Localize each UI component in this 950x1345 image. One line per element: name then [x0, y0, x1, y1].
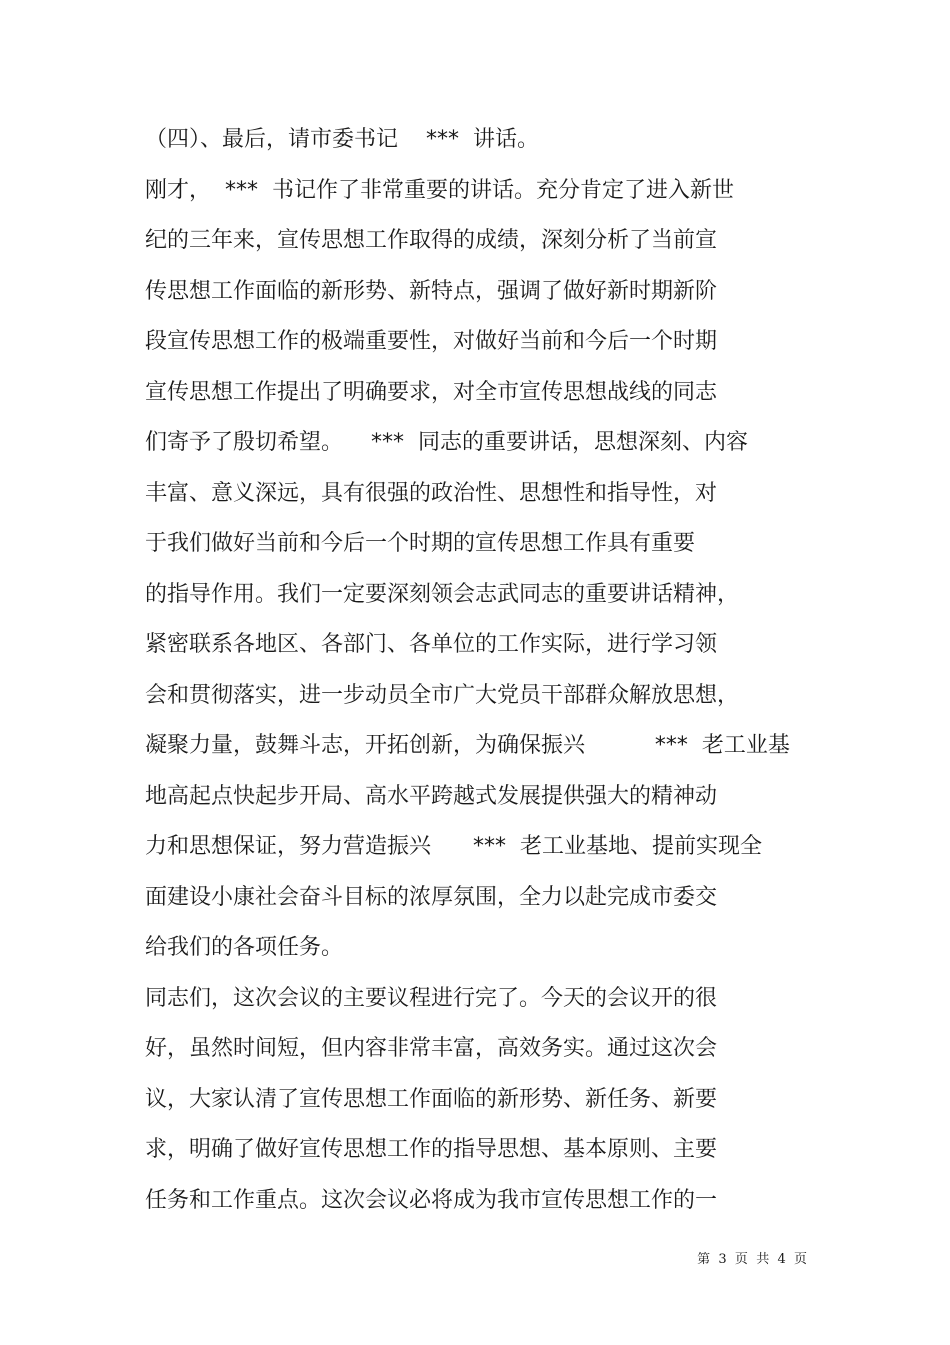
text-line: 丰富、意义深远，具有很强的政治性、思想性和指导性，对 [145, 480, 718, 506]
text-line: 传思想工作面临的新形势、新特点，强调了做好新时期新阶 [145, 278, 718, 304]
text-line: 段宣传思想工作的极端重要性，对做好当前和今后一个时期 [145, 329, 718, 354]
text-line: 力和思想保证，努力营造振兴 *** 老工业基地、提前实现全 [145, 834, 762, 859]
text-line: 会和贯彻落实，进一步动员全市广大党员干部群众解放思想， [145, 682, 740, 708]
text-line: 刚才， *** 书记作了非常重要的讲话。充分肯定了进入新世 [145, 177, 734, 203]
text-line: 的指导作用。我们一定要深刻领会志武同志的重要讲话精神， [145, 581, 740, 607]
body-text [145, 118, 825, 1229]
text-line: 任务和工作重点。这次会议必将成为我市宣传思想工作的一 [145, 1187, 718, 1213]
text-line: 议，大家认清了宣传思想工作面临的新形势、新任务、新要 [145, 1086, 718, 1112]
text-line: 同志们，这次会议的主要议程进行完了。今天的会议开的很 [145, 985, 718, 1011]
text-line: 好，虽然时间短，但内容非常丰富，高效务实。通过这次会 [145, 1036, 718, 1061]
text-line: 凝聚力量，鼓舞斗志，开拓创新，为确保振兴 *** 老工业基 [145, 733, 790, 758]
text-line: 紧密联系各地区、各部门、各单位的工作实际，进行学习领 [145, 632, 718, 657]
page-number: 第 3 页 共 4 页 [697, 1252, 807, 1267]
text-line: 面建设小康社会奋斗目标的浓厚氛围，全力以赴完成市委交 [145, 884, 718, 910]
text-line: 给我们的各项任务。 [145, 935, 344, 960]
text-line: 纪的三年来，宣传思想工作取得的成绩，深刻分析了当前宣 [145, 228, 718, 253]
text-line: 于我们做好当前和今后一个时期的宣传思想工作具有重要 [145, 531, 696, 556]
text-line: 求，明确了做好宣传思想工作的指导思想、基本原则、主要 [145, 1137, 718, 1162]
text-line: 地高起点快起步开局、高水平跨越式发展提供强大的精神动 [145, 783, 718, 809]
text-line: （四）、最后，请市委书记 *** 讲话。 [145, 127, 539, 152]
text-line: 宣传思想工作提出了明确要求，对全市宣传思想战线的同志 [145, 379, 718, 405]
text-line: 们寄予了殷切希望。 *** 同志的重要讲话，思想深刻、内容 [145, 430, 748, 455]
